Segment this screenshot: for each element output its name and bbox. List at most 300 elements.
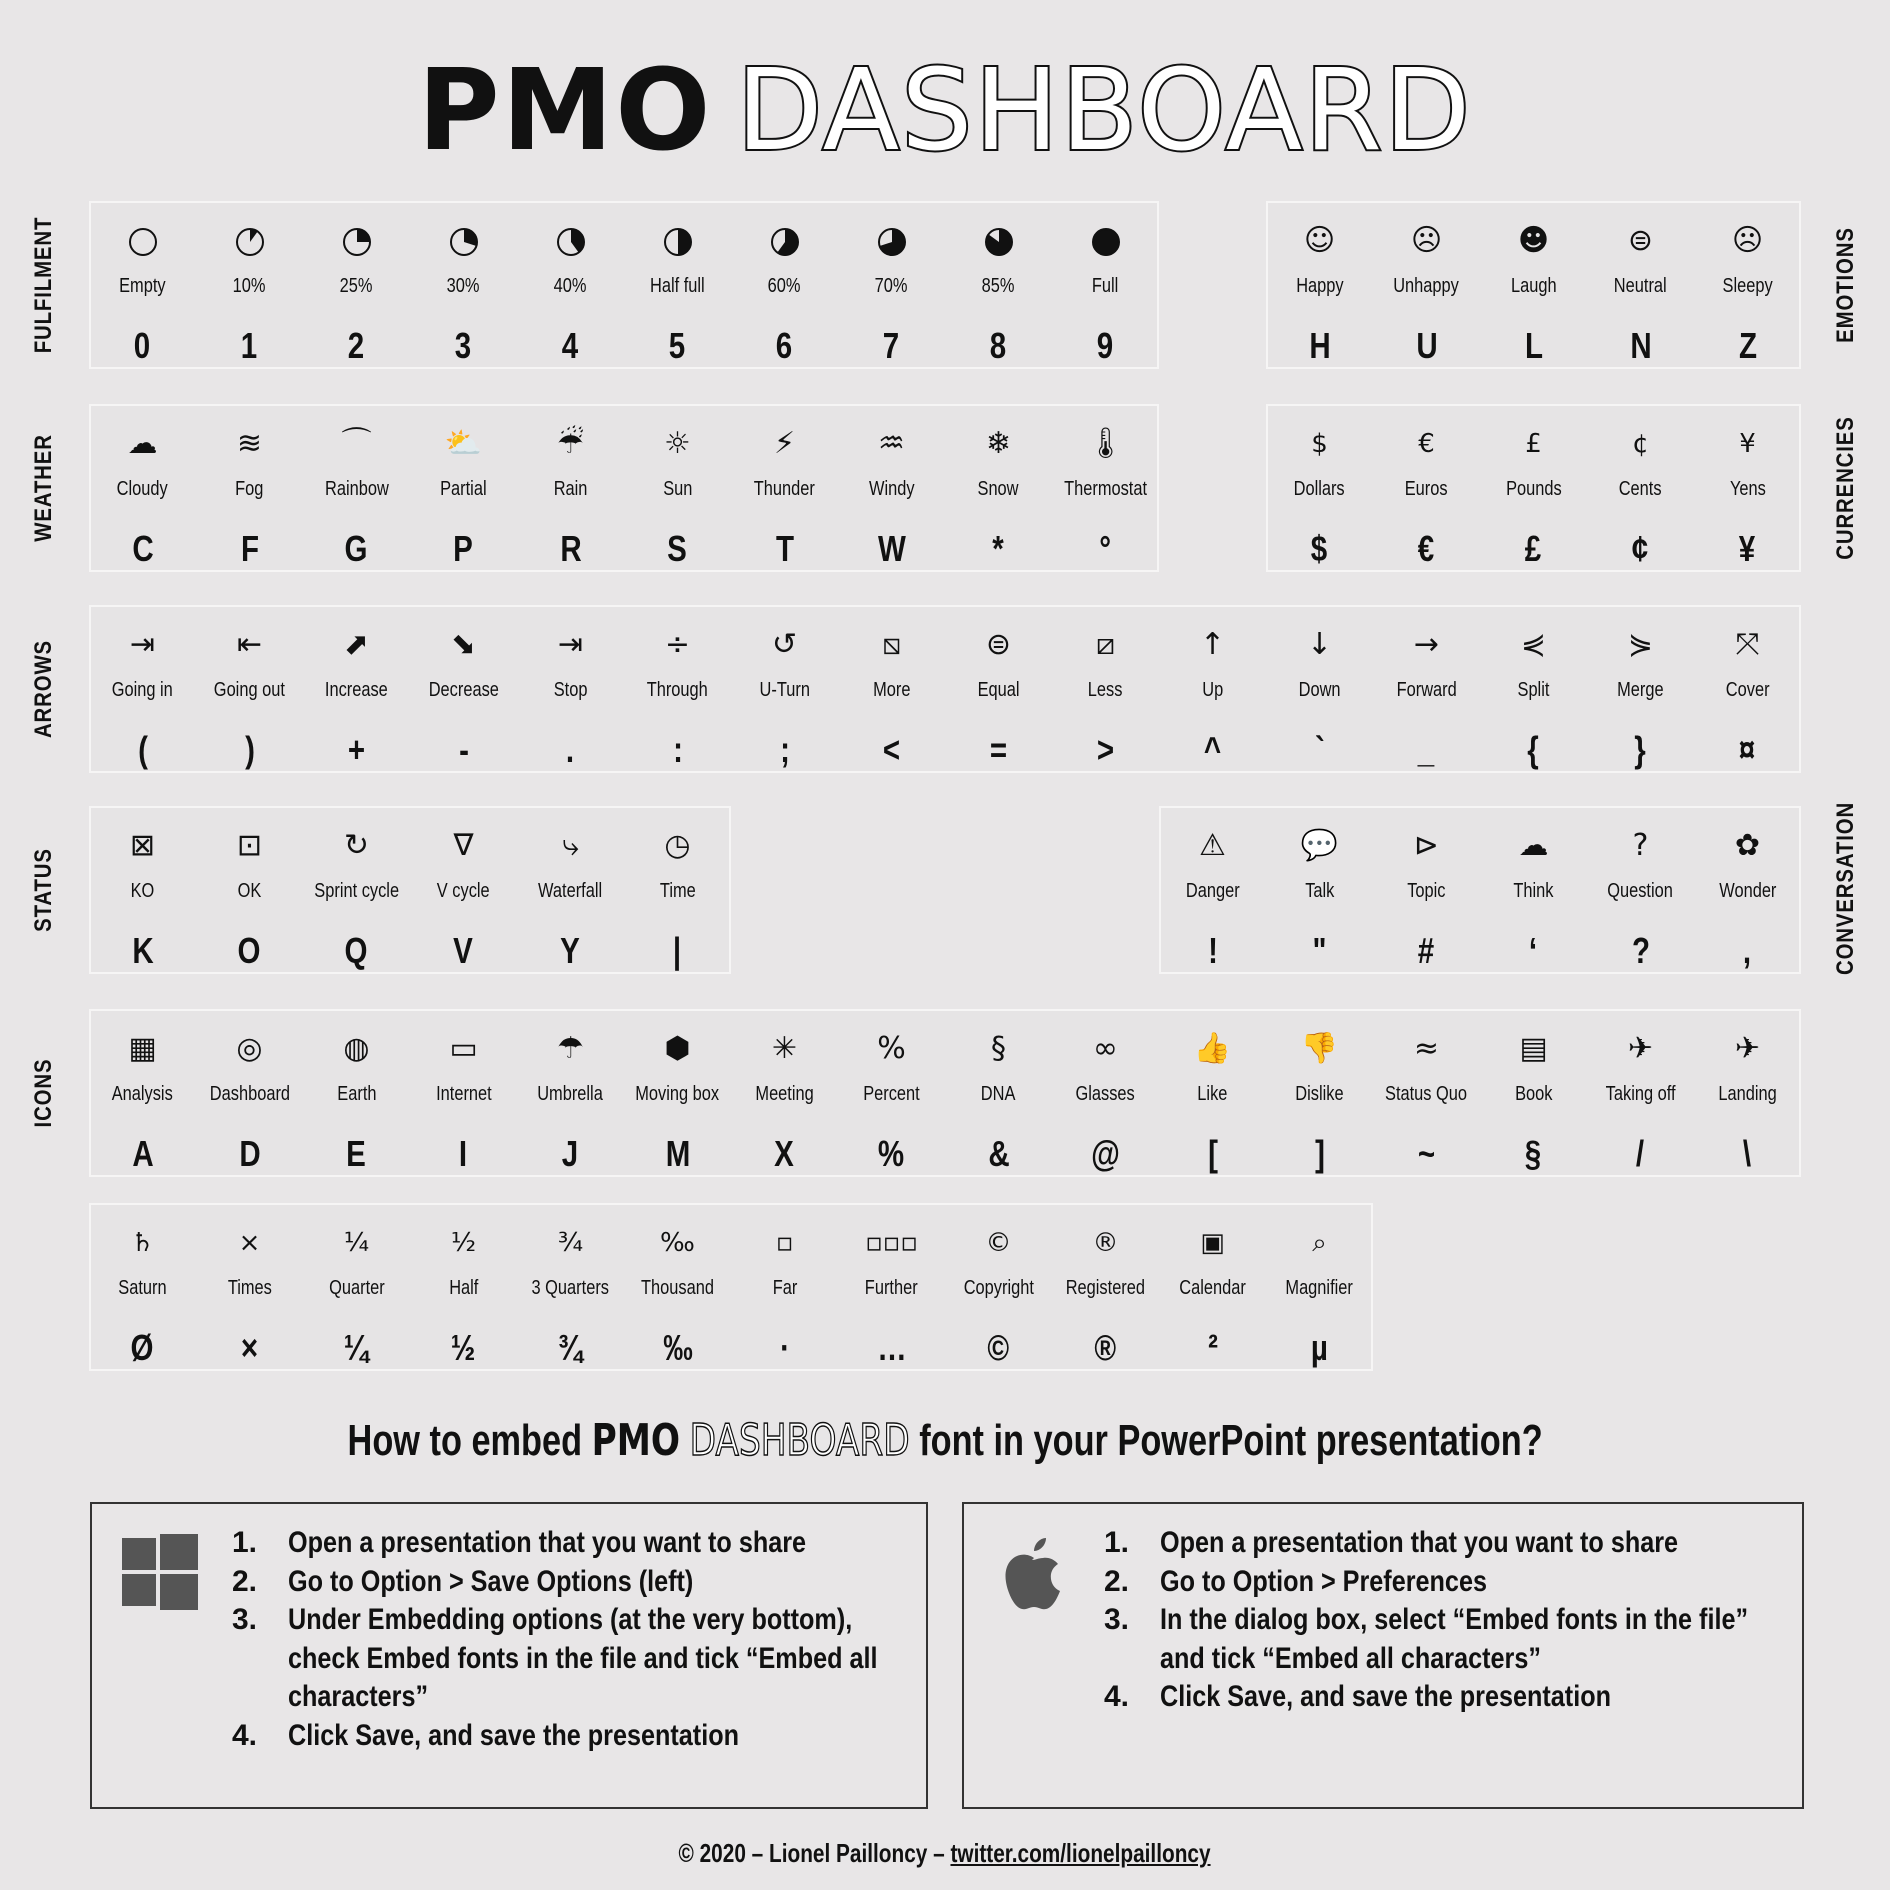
currencies-panel bbox=[1266, 404, 1801, 572]
glyph-key: ` bbox=[1314, 729, 1325, 770]
glyph-key-wrap bbox=[517, 321, 624, 371]
glyph-key: _ bbox=[1418, 729, 1435, 770]
glyph-label: Equal bbox=[977, 679, 1020, 701]
glyph-label: Cloudy bbox=[116, 478, 169, 500]
footer bbox=[0, 1838, 1890, 1869]
step-text: Open a presentation that you want to share bbox=[1160, 1526, 1679, 1559]
windows-instructions bbox=[90, 1502, 928, 1809]
glyph-label: Merge bbox=[1617, 679, 1664, 701]
glyph-key: × bbox=[240, 1327, 259, 1368]
going-out-icon: ⇤ bbox=[236, 627, 263, 662]
glyph-key-wrap bbox=[1373, 926, 1480, 976]
times-icon: × bbox=[238, 1228, 261, 1258]
plane-takeoff-icon: ✈ bbox=[1627, 1031, 1654, 1066]
glyph-key: 9 bbox=[1097, 325, 1114, 366]
glyph-key: O bbox=[238, 930, 261, 971]
neutral-face-icon: ⊜ bbox=[1627, 223, 1654, 258]
glyph-label: Thermostat bbox=[1064, 478, 1147, 500]
glyph-key: Z bbox=[1738, 325, 1757, 366]
glyph-key: N bbox=[1629, 325, 1652, 366]
approx-icon: ≈ bbox=[1413, 1031, 1440, 1066]
glyph-label: Decrease bbox=[428, 679, 499, 701]
glyph-key-wrap bbox=[624, 321, 731, 371]
glyph-key: A bbox=[131, 1133, 154, 1174]
instruction-step bbox=[232, 1524, 896, 1563]
thousand-icon: ‰ bbox=[660, 1228, 695, 1258]
conversation-glyph-cell bbox=[1694, 808, 1801, 976]
glyph-label: Copyright bbox=[963, 1277, 1034, 1299]
page-title bbox=[0, 46, 1890, 176]
glyph-key-wrap bbox=[624, 1323, 731, 1373]
glyph-label: KO bbox=[130, 880, 155, 902]
yen-bill-icon: ¥ bbox=[1739, 429, 1756, 459]
percent-icon: % bbox=[877, 1031, 906, 1066]
glyph-key-wrap bbox=[1266, 926, 1373, 976]
glyph-key: E bbox=[346, 1133, 367, 1174]
glyph-key-wrap bbox=[410, 321, 517, 371]
fulfilment-glyph-cell bbox=[1052, 203, 1159, 371]
glyph-label: Up bbox=[1202, 679, 1223, 701]
glyph-key: 4 bbox=[562, 325, 579, 366]
glyph-label: Far bbox=[772, 1277, 797, 1299]
glyph-key-wrap bbox=[196, 725, 303, 775]
cover-icon: ⤧ bbox=[1735, 627, 1760, 662]
glyph-key-wrap bbox=[838, 1129, 945, 1179]
glyph-label: Topic bbox=[1407, 880, 1446, 902]
glyph-key-wrap bbox=[1694, 725, 1801, 775]
glyph-label: Cents bbox=[1619, 478, 1662, 500]
mac-instructions bbox=[962, 1502, 1804, 1809]
glyph-label: Analysis bbox=[111, 1083, 174, 1105]
glyph-key: * bbox=[992, 528, 1005, 569]
emotions-panel bbox=[1266, 201, 1801, 369]
glyph-key-wrap bbox=[1373, 321, 1480, 371]
glyph-key-wrap bbox=[624, 1129, 731, 1179]
glyph-key: S bbox=[667, 528, 688, 569]
glyph-key: ² bbox=[1207, 1327, 1218, 1368]
step-text: Go to Option > Save Options (left) bbox=[288, 1564, 694, 1598]
glyph-label: Sprint cycle bbox=[314, 880, 399, 902]
glyph-label: 25% bbox=[340, 275, 373, 297]
weather-panel bbox=[89, 404, 1159, 572]
step-number: 4. bbox=[232, 1718, 258, 1752]
umbrella-icon: ☂ bbox=[557, 1031, 584, 1066]
step-text: Click Save, and save the presentation bbox=[1160, 1680, 1611, 1713]
glyph-key-wrap bbox=[1694, 524, 1801, 574]
happy-face-icon: ☺ bbox=[1303, 223, 1336, 258]
glyph-label: Dollars bbox=[1293, 478, 1346, 500]
glyph-key-wrap bbox=[1052, 321, 1159, 371]
fog-icon: ≋ bbox=[236, 426, 263, 461]
glyph-label: Percent bbox=[863, 1083, 920, 1105]
increase-icon: ⬈ bbox=[343, 627, 370, 662]
glyph-key: 6 bbox=[776, 325, 793, 366]
glyph-key: ‘ bbox=[1529, 930, 1538, 971]
glyph-key-wrap bbox=[1373, 1129, 1480, 1179]
glyph-label: 85% bbox=[982, 275, 1015, 297]
emotions-section-label: EMOTIONS bbox=[1832, 227, 1859, 343]
glyph-label: More bbox=[872, 679, 911, 701]
glyph-key: D bbox=[238, 1133, 261, 1174]
glyph-label: Rain bbox=[553, 478, 588, 500]
glyph-label: 30% bbox=[447, 275, 480, 297]
glyph-key: P bbox=[453, 528, 474, 569]
glyph-label: Sun bbox=[662, 478, 693, 500]
glyph-key-wrap bbox=[1480, 926, 1587, 976]
status-section-label: STATUS bbox=[30, 848, 57, 932]
glyph-key-wrap bbox=[945, 524, 1052, 574]
glyph-key: F bbox=[240, 528, 259, 569]
step-text: Click Save, and save the presentation bbox=[288, 1718, 739, 1752]
glyph-key-wrap bbox=[1266, 725, 1373, 775]
glyph-key: ? bbox=[1631, 930, 1650, 971]
ok-icon: ⊡ bbox=[236, 828, 263, 863]
glyph-label: Further bbox=[865, 1277, 918, 1299]
gauge-icon: ◎ bbox=[236, 1031, 263, 1066]
stop-icon: ⇥ bbox=[557, 627, 584, 662]
glyph-key-wrap bbox=[624, 524, 731, 574]
glyph-key: L bbox=[1524, 325, 1543, 366]
glyph-key: } bbox=[1634, 729, 1647, 770]
glyph-key-wrap bbox=[1159, 926, 1266, 976]
step-text: In the dialog box, select “Embed fonts in the file” and tick “Embed all characters” bbox=[1160, 1603, 1749, 1675]
glyph-label: Through bbox=[646, 679, 709, 701]
glyph-key: 7 bbox=[883, 325, 900, 366]
glyph-key-wrap bbox=[89, 725, 196, 775]
glyph-key: 0 bbox=[134, 325, 151, 366]
glyph-label: Talk bbox=[1304, 880, 1335, 902]
snow-icon: ❄ bbox=[985, 426, 1012, 461]
glyph-key-wrap bbox=[945, 1129, 1052, 1179]
glyph-label: Half full bbox=[650, 275, 705, 297]
through-icon: ÷ bbox=[664, 627, 691, 662]
half-icon: ½ bbox=[450, 1228, 477, 1258]
icons-section-label: ICONS bbox=[30, 1058, 57, 1128]
glyph-key: ; bbox=[779, 729, 790, 770]
glyph-key-wrap bbox=[303, 1129, 410, 1179]
glyph-label: Earth bbox=[336, 1083, 377, 1105]
meeting-icon: ✳ bbox=[771, 1031, 798, 1066]
glyph-key-wrap bbox=[1587, 725, 1694, 775]
laugh-face-icon: ☻ bbox=[1517, 223, 1550, 258]
glyph-label: Down bbox=[1298, 679, 1341, 701]
glyph-key-wrap bbox=[196, 321, 303, 371]
glyph-label: Thousand bbox=[641, 1277, 714, 1299]
glyph-key-wrap bbox=[89, 1129, 196, 1179]
glyph-label: Magnifier bbox=[1285, 1277, 1354, 1299]
glyph-key-wrap bbox=[303, 1323, 410, 1373]
glyph-key: ) bbox=[244, 729, 255, 770]
instruction-step bbox=[232, 1601, 896, 1717]
arrows-section-label: ARROWS bbox=[30, 639, 57, 739]
glyph-label: Split bbox=[1517, 679, 1550, 701]
glyph-key-wrap bbox=[1587, 524, 1694, 574]
glyph-key-wrap bbox=[517, 926, 624, 976]
glyph-key: Y bbox=[560, 930, 581, 971]
glyph-key: Ø bbox=[131, 1327, 154, 1368]
far-icon: ▫ bbox=[775, 1228, 794, 1258]
howto-heading bbox=[0, 1415, 1890, 1466]
glyph-key-wrap bbox=[196, 524, 303, 574]
glyph-key-wrap bbox=[517, 725, 624, 775]
glyph-label: Thunder bbox=[753, 478, 816, 500]
glyph-key: ! bbox=[1207, 930, 1218, 971]
glyph-key-wrap bbox=[838, 1323, 945, 1373]
cent-bill-icon: ¢ bbox=[1632, 429, 1649, 459]
glyph-label: Umbrella bbox=[537, 1083, 604, 1105]
arrows-panel bbox=[89, 605, 1801, 773]
icons-glyph-cell bbox=[1694, 1011, 1801, 1179]
glyph-key-wrap bbox=[1587, 926, 1694, 976]
registered-icon: ® bbox=[1092, 1228, 1119, 1258]
glyph-key: . bbox=[566, 729, 575, 770]
u-turn-icon: ↺ bbox=[771, 627, 798, 662]
glyph-key-wrap bbox=[1480, 725, 1587, 775]
copyright-icon: © bbox=[985, 1228, 1012, 1258]
glyph-key-wrap bbox=[838, 725, 945, 775]
glyph-key-wrap bbox=[624, 725, 731, 775]
glyph-label: Taking off bbox=[1605, 1083, 1676, 1105]
glyph-key: 1 bbox=[241, 325, 258, 366]
instruction-step bbox=[1104, 1563, 1772, 1602]
instruction-step bbox=[232, 1563, 896, 1602]
glyph-key-wrap bbox=[303, 524, 410, 574]
box-icon: ⬢ bbox=[664, 1031, 691, 1066]
windows-steps bbox=[232, 1524, 896, 1755]
glyph-key: C bbox=[131, 528, 154, 569]
fulfilment-pie-icon bbox=[731, 221, 838, 261]
instruction-step bbox=[1104, 1678, 1772, 1717]
glyph-key-wrap bbox=[838, 321, 945, 371]
glyph-key-wrap bbox=[1373, 725, 1480, 775]
glyph-key-wrap bbox=[303, 725, 410, 775]
step-number: 2. bbox=[232, 1564, 258, 1598]
glyph-key-wrap bbox=[838, 524, 945, 574]
browser-icon: ▭ bbox=[449, 1031, 478, 1066]
glyph-key-wrap bbox=[731, 725, 838, 775]
glyph-key: U bbox=[1415, 325, 1438, 366]
glyph-key-wrap bbox=[89, 321, 196, 371]
glyph-label-wrap bbox=[1032, 275, 1179, 298]
saturn-icon: ♄ bbox=[130, 1228, 155, 1258]
wonder-icon: ✿ bbox=[1734, 828, 1761, 863]
fulfilment-section-label: FULFILMENT bbox=[30, 216, 57, 354]
glyph-label: Fog bbox=[235, 478, 264, 500]
glyph-label: Partial bbox=[440, 478, 487, 500]
glyph-label: Going in bbox=[111, 679, 174, 701]
glyph-label-wrap bbox=[1674, 478, 1821, 501]
magnifier-icon: ⌕ bbox=[1312, 1228, 1327, 1258]
glyph-key-wrap bbox=[1052, 725, 1159, 775]
glyph-key: I bbox=[459, 1133, 468, 1174]
euro-bill-icon: € bbox=[1418, 429, 1435, 459]
glyph-label: Status Quo bbox=[1385, 1083, 1468, 1105]
glyph-key: V bbox=[453, 930, 474, 971]
glyph-label: 70% bbox=[875, 275, 908, 297]
step-text: Under Embedding options (at the very bottom), check Embed fonts in the file and tick “Embed all characters” bbox=[288, 1603, 878, 1713]
glyph-key: - bbox=[458, 729, 469, 770]
glyph-key-wrap bbox=[196, 1129, 303, 1179]
status-panel bbox=[89, 806, 731, 974]
merge-icon: ⋟ bbox=[1627, 627, 1654, 662]
fulfilment-pie-icon bbox=[624, 221, 731, 261]
dna-icon: § bbox=[991, 1031, 1006, 1066]
thunder-icon: ⚡ bbox=[773, 426, 796, 461]
glyph-key: ° bbox=[1099, 528, 1112, 569]
glyph-key: + bbox=[347, 729, 366, 770]
glyph-label-wrap bbox=[604, 880, 751, 903]
forward-icon: → bbox=[1413, 627, 1440, 662]
glyph-label: Full bbox=[1092, 275, 1119, 297]
glyph-key-wrap bbox=[1266, 321, 1373, 371]
glyph-label: Happy bbox=[1295, 275, 1344, 297]
glyph-key: # bbox=[1418, 930, 1435, 971]
glyph-label: Times bbox=[227, 1277, 272, 1299]
dollar-bill-icon: $ bbox=[1311, 429, 1328, 459]
book-icon: ▤ bbox=[1519, 1031, 1548, 1066]
icons-panel bbox=[89, 1009, 1801, 1177]
glyph-key: > bbox=[1096, 729, 1115, 770]
currencies-section-label: CURRENCIES bbox=[1832, 416, 1859, 560]
instruction-step bbox=[232, 1717, 896, 1756]
glyph-key-wrap bbox=[410, 926, 517, 976]
glyph-label: OK bbox=[237, 880, 262, 902]
glyph-key: ¾ bbox=[558, 1327, 583, 1368]
thought-bubble-icon: ☁ bbox=[1518, 828, 1549, 863]
glyph-key: W bbox=[877, 528, 906, 569]
glyph-key: ¼ bbox=[344, 1327, 369, 1368]
glyph-key-wrap bbox=[1052, 1129, 1159, 1179]
step-text: Go to Option > Preferences bbox=[1160, 1564, 1487, 1598]
glyph-key: 8 bbox=[990, 325, 1007, 366]
speech-bubble-icon: 💬 bbox=[1300, 828, 1339, 863]
glyph-label: Pounds bbox=[1505, 478, 1562, 500]
glyph-label: Rainbow bbox=[324, 478, 389, 500]
v-cycle-icon: ∇ bbox=[453, 828, 474, 863]
glyph-key: J bbox=[562, 1133, 579, 1174]
glyph-key: | bbox=[673, 930, 682, 971]
glyph-key: M bbox=[665, 1133, 690, 1174]
glyph-key-wrap bbox=[731, 1323, 838, 1373]
glyph-label: 40% bbox=[554, 275, 587, 297]
instruction-step bbox=[1104, 1524, 1772, 1563]
glyph-key: · bbox=[779, 1327, 790, 1368]
glyph-label: Moving box bbox=[635, 1083, 720, 1105]
glyph-key-wrap bbox=[1480, 321, 1587, 371]
step-number: 2. bbox=[1104, 1564, 1130, 1598]
twitter-link[interactable]: twitter.com/lionelpaillоncy bbox=[950, 1838, 1212, 1868]
glyph-key-wrap bbox=[89, 926, 196, 976]
glyph-key: [ bbox=[1207, 1133, 1218, 1174]
glyph-key-wrap bbox=[303, 926, 410, 976]
weather-section-label: WEATHER bbox=[30, 434, 57, 542]
howto-suffix: font in your PowerPoint presentation? bbox=[919, 1416, 1543, 1465]
glyph-label: Cover bbox=[1725, 679, 1770, 701]
glyph-key: % bbox=[878, 1133, 905, 1174]
glyph-key: : bbox=[672, 729, 683, 770]
footer-credit: © 2020 – Lionel Paillоncy – bbox=[678, 1838, 951, 1868]
glyph-label: Half bbox=[448, 1277, 479, 1299]
glyph-label-wrap bbox=[1674, 1083, 1821, 1106]
more-icon: ⧅ bbox=[881, 627, 902, 662]
glyph-label: Unhappy bbox=[1393, 275, 1460, 297]
glyph-key-wrap bbox=[89, 524, 196, 574]
glyph-key-wrap bbox=[89, 1323, 196, 1373]
glyph-label: Yens bbox=[1729, 478, 1766, 500]
analysis-icon: ▦ bbox=[128, 1031, 157, 1066]
less-icon: ⧄ bbox=[1095, 627, 1116, 662]
glyph-label: Meeting bbox=[755, 1083, 814, 1105]
glyph-key: { bbox=[1527, 729, 1540, 770]
step-number: 3. bbox=[232, 1603, 258, 1636]
sleepy-face-icon: ☹ bbox=[1731, 223, 1764, 258]
up-icon: ↑ bbox=[1199, 627, 1226, 662]
glyph-label: 3 Quarters bbox=[531, 1277, 610, 1299]
glyph-key: " bbox=[1312, 930, 1327, 971]
glyph-label-wrap bbox=[1674, 275, 1821, 298]
glyph-label-wrap bbox=[1032, 478, 1179, 501]
fulfilment-pie-icon bbox=[838, 221, 945, 261]
title-dashboard: DASHBOARD bbox=[736, 46, 1473, 176]
glyph-key: 5 bbox=[669, 325, 686, 366]
glyph-label: Less bbox=[1088, 679, 1123, 701]
glasses-icon: ∞ bbox=[1093, 1031, 1118, 1066]
glyph-key: < bbox=[882, 729, 901, 770]
glyph-label: Book bbox=[1514, 1083, 1553, 1105]
glyph-key: 2 bbox=[348, 325, 365, 366]
howto-brand-pmo: PMO bbox=[591, 1415, 680, 1466]
glyph-label: 60% bbox=[768, 275, 801, 297]
split-icon: ⋞ bbox=[1520, 627, 1547, 662]
step-number: 4. bbox=[1104, 1680, 1130, 1713]
glyph-label: Danger bbox=[1185, 880, 1240, 902]
glyph-key-wrap bbox=[945, 1323, 1052, 1373]
glyph-key: µ bbox=[1310, 1327, 1329, 1368]
glyph-label: Think bbox=[1513, 880, 1554, 902]
glyph-key: ½ bbox=[451, 1327, 476, 1368]
mac-steps bbox=[1104, 1524, 1772, 1717]
glyph-label: Waterfall bbox=[538, 880, 603, 902]
glyph-key-wrap bbox=[731, 1129, 838, 1179]
conversation-section-label: CONVERSATION bbox=[1832, 801, 1859, 975]
unhappy-face-icon: ☹ bbox=[1410, 223, 1443, 258]
glyph-label: Landing bbox=[1718, 1083, 1777, 1105]
three-quarters-icon: ¾ bbox=[557, 1228, 584, 1258]
glyph-label: Going out bbox=[213, 679, 286, 701]
glyph-label: 10% bbox=[233, 275, 266, 297]
apple-logo-icon bbox=[1002, 1534, 1066, 1617]
glyph-label: Increase bbox=[325, 679, 388, 701]
glyph-label: Snow bbox=[977, 478, 1020, 500]
warning-icon: ⚠ bbox=[1199, 828, 1226, 863]
glyph-key-wrap bbox=[410, 725, 517, 775]
glyph-key: ] bbox=[1314, 1133, 1325, 1174]
glyph-key-wrap bbox=[1266, 1323, 1373, 1373]
glyph-label-wrap bbox=[1246, 1277, 1393, 1300]
earth-icon: ◍ bbox=[343, 1031, 370, 1066]
howto-brand-dashboard: DASHBOARD bbox=[689, 1415, 910, 1466]
glyph-key-wrap bbox=[1587, 1129, 1694, 1179]
glyph-key-wrap bbox=[410, 524, 517, 574]
glyph-key: © bbox=[987, 1327, 1010, 1368]
glyph-key-wrap bbox=[410, 1323, 517, 1373]
glyph-key-wrap bbox=[1480, 1129, 1587, 1179]
plane-landing-icon: ✈ bbox=[1734, 1031, 1761, 1066]
sun-icon: ☼ bbox=[664, 426, 691, 461]
glyph-key: @ bbox=[1091, 1133, 1120, 1174]
glyph-label: Sleepy bbox=[1722, 275, 1773, 297]
sprint-cycle-icon: ↻ bbox=[343, 828, 370, 863]
